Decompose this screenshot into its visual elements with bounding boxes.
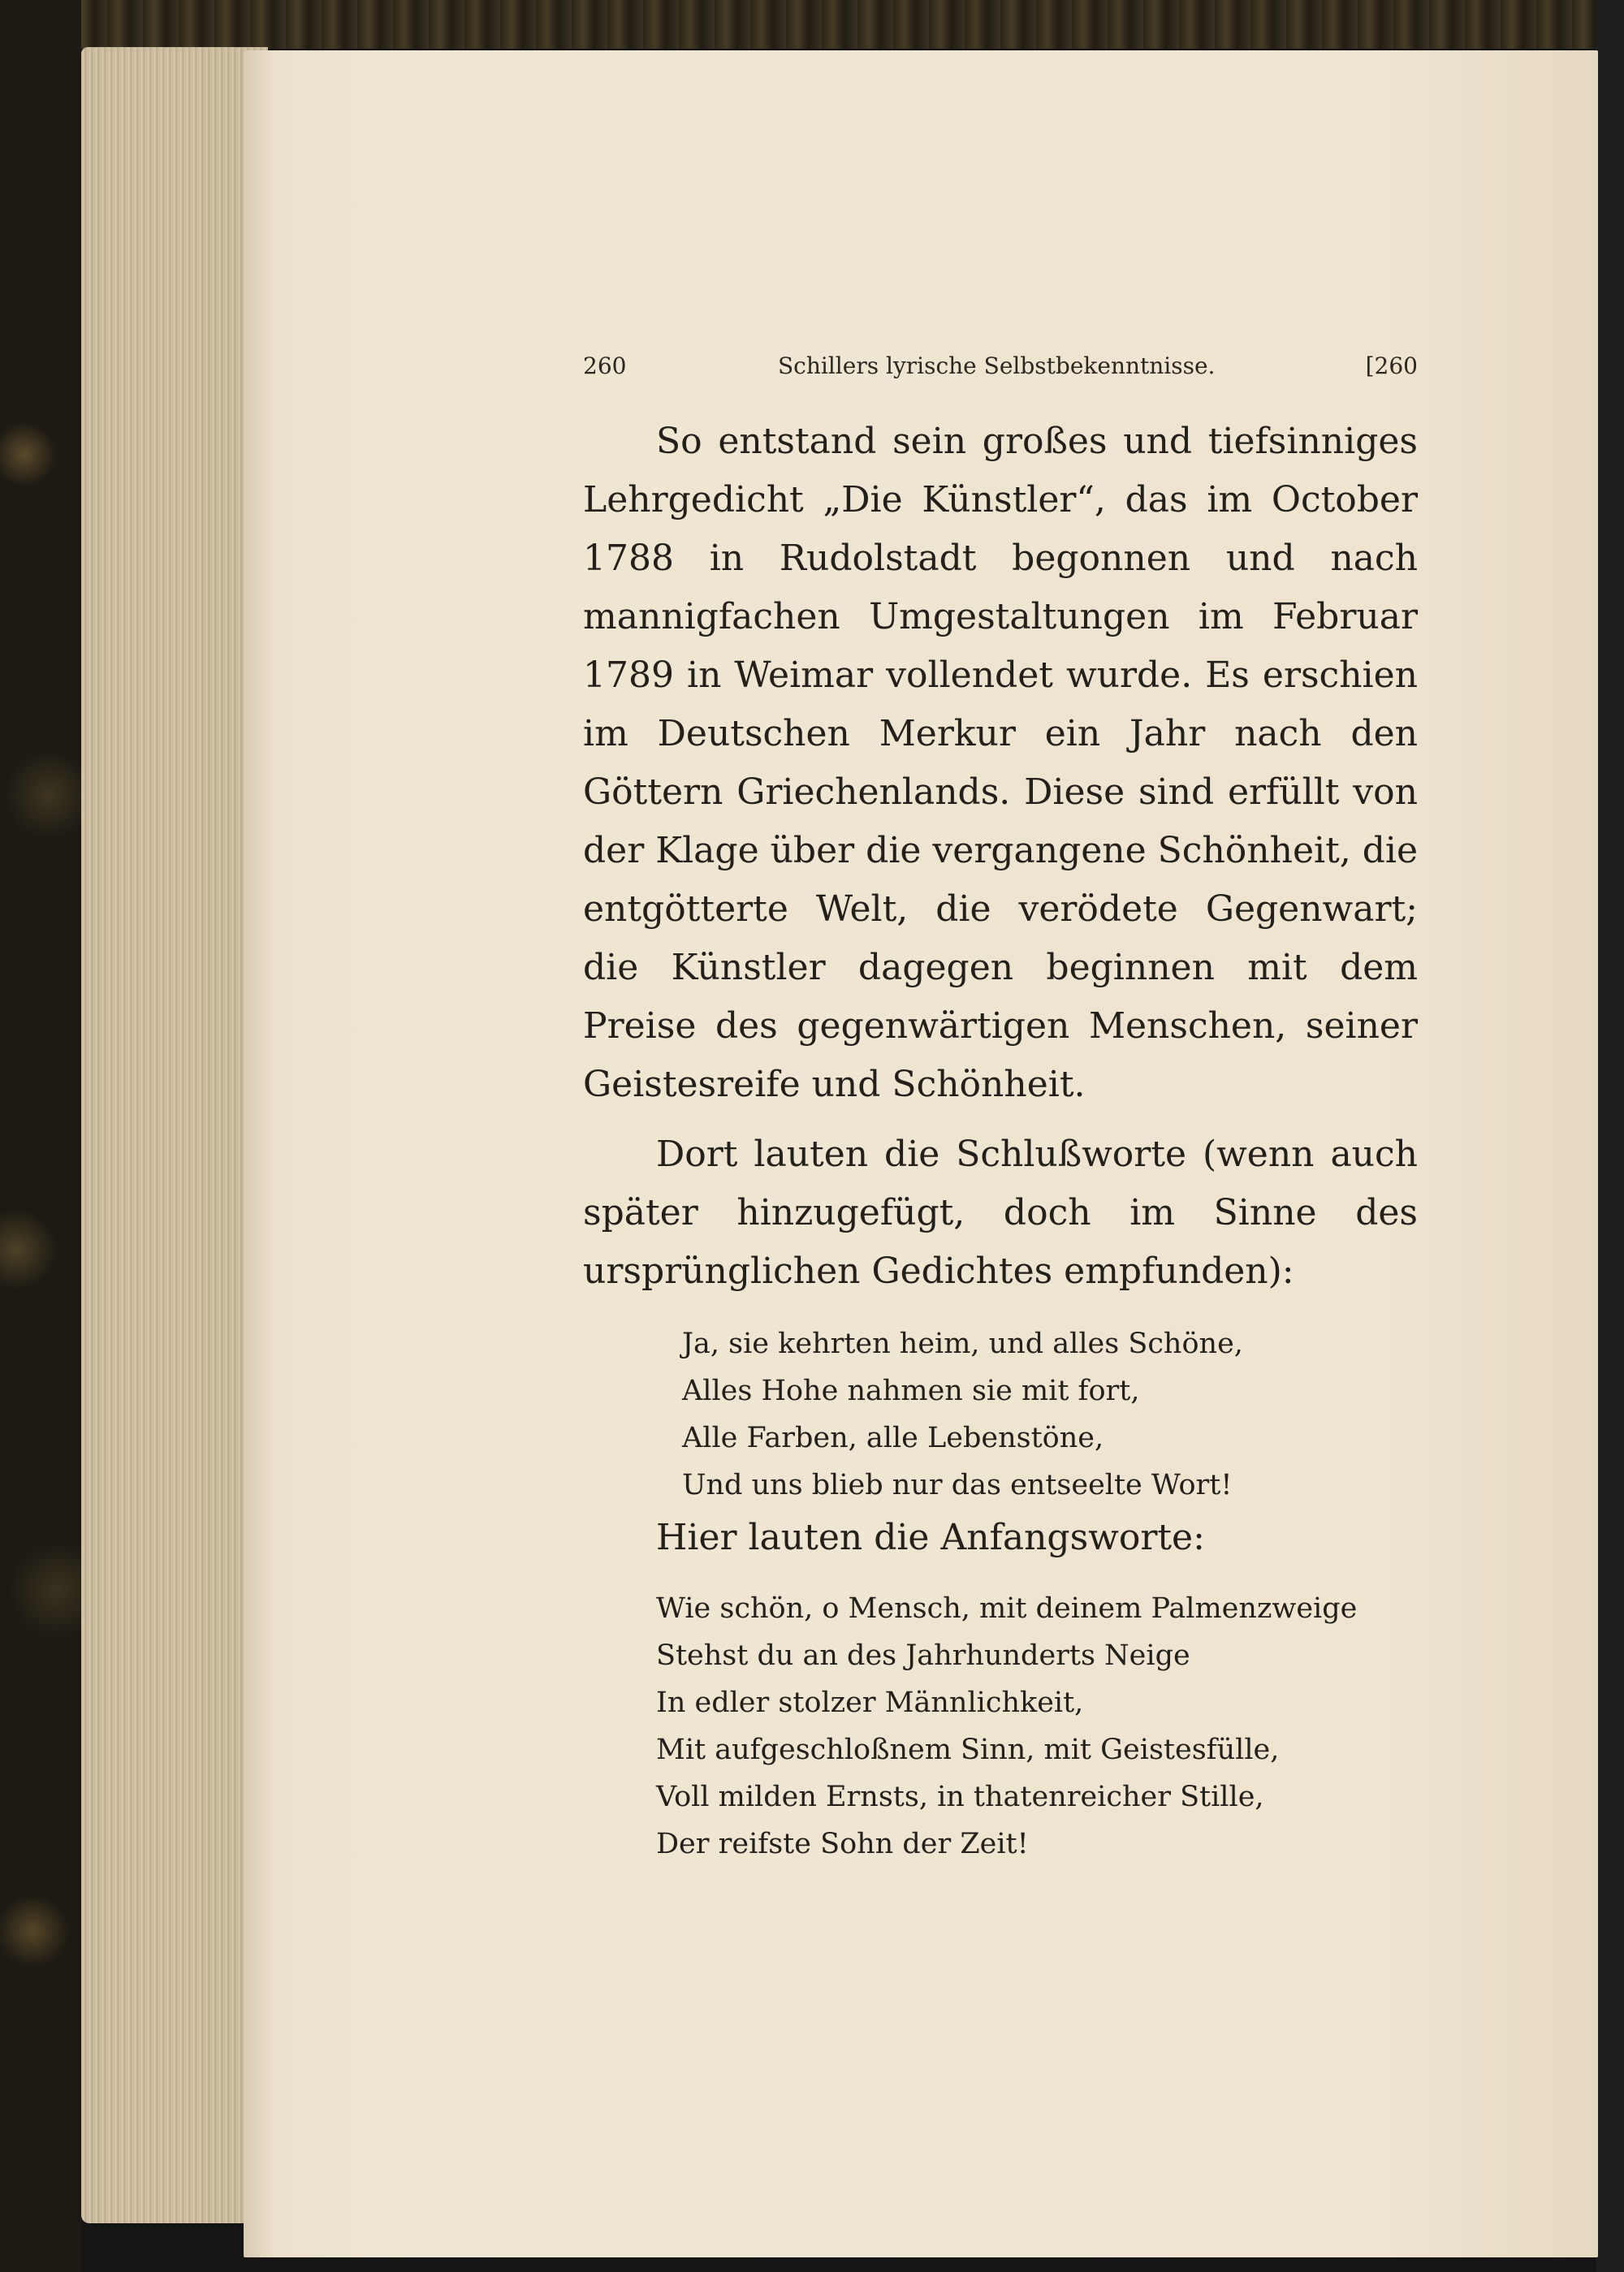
verse-line: Der reifste Sohn der Zeit!	[656, 1828, 1029, 1860]
verse-line: Mit aufgeschloßnem Sinn, mit Geistesfülle,	[656, 1734, 1280, 1766]
verse-line: In edler stolzer Männlichkeit,	[656, 1687, 1084, 1719]
paragraph: Dort lauten die Schlußworte (wenn auch später hinzugefügt, doch im Sinne des ursprünglichen Gedichtes empfunden):	[583, 1134, 1418, 1292]
body-text	[583, 413, 1418, 1868]
paragraph: So entstand sein großes und tiefsinniges Lehrgedicht „Die Künstler“, das im October 1788 in Rudolstadt begonnen und nach mannigfachen Umgestaltungen im Februar 1789 in Weimar vollendet wurde. Es erschien im Deutschen Merkur ein Jahr nach den Göttern Griechenlands. Diese sind erfüllt von der Klage über die vergangene Schönheit, die entgötterte Welt, die verödete Gegenwart; die Künstler dagegen beginnen mit dem Preise des gegenwärtigen Menschen, seiner Geistesreife und Schönheit.	[583, 421, 1418, 1105]
verse-line: Alles Hohe nahmen sie mit fort,	[682, 1375, 1140, 1407]
verse-line: Wie schön, o Mensch, mit deinem Palmenzweige	[656, 1592, 1358, 1625]
verse-line: Voll milden Ernsts, in thatenreicher Stille,	[656, 1781, 1264, 1813]
verse-line: Alle Farben, alle Lebenstöne,	[682, 1422, 1104, 1454]
book-cover-left	[0, 0, 81, 2272]
book-cover-top	[0, 0, 1624, 49]
verse-line: Stehst du an des Jahrhunderts Neige	[656, 1639, 1190, 1672]
running-head	[583, 352, 1418, 385]
lead-in-line: Hier lauten die Anfangsworte:	[656, 1517, 1205, 1558]
verse-quote-closing	[583, 1320, 1418, 1509]
running-title: Schillers lyrische Selbstbekenntnisse.	[778, 352, 1216, 379]
verse-quote-opening	[583, 1585, 1418, 1868]
page-edges	[81, 47, 268, 2223]
page-number-left: 260	[583, 352, 627, 379]
verse-line: Ja, sie kehrten heim, und alles Schöne,	[682, 1328, 1243, 1360]
page-number-right: [260	[1365, 352, 1418, 379]
verse-line: Und uns blieb nur das entseelte Wort!	[682, 1469, 1233, 1501]
book-cover-right	[1596, 0, 1624, 2272]
